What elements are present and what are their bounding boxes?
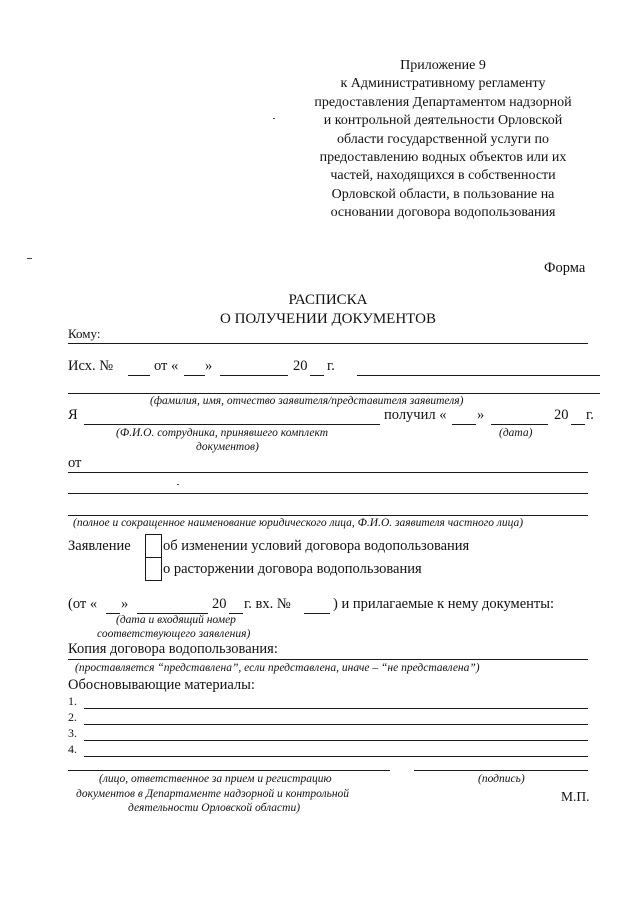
- received-year-prefix: 20: [554, 407, 569, 423]
- attached-quote-close: »: [121, 596, 129, 612]
- appendix-line: к Административному регламенту: [340, 76, 546, 92]
- employee-name-field[interactable]: [84, 424, 380, 425]
- appendix-line: предоставления Департаментом надзорной: [314, 94, 572, 110]
- applicant-hint: (фамилия, имя, отчество заявителя/представителя заявителя): [150, 395, 464, 407]
- statement-terminate-label: о расторжении договора водопользования: [163, 561, 422, 577]
- outgoing-from-label: от «: [154, 358, 179, 374]
- appendix-line: Приложение 9: [400, 58, 486, 73]
- responsible-hint-end: деятельности Орловской области): [128, 802, 301, 814]
- outgoing-day-field[interactable]: [184, 375, 205, 376]
- scan-speck: [273, 118, 275, 119]
- outgoing-quote-close: »: [205, 358, 213, 374]
- signature-line[interactable]: [414, 770, 588, 771]
- appendix-line: и контрольной деятельности Орловской: [323, 113, 563, 129]
- outgoing-extra-field[interactable]: [357, 375, 600, 376]
- attached-hint-cont: соответствующего заявления): [97, 628, 251, 640]
- outgoing-year-suffix: г.: [327, 358, 335, 374]
- attached-hint: (дата и входящий номер: [116, 614, 236, 626]
- entity-hint: (полное и сокращенное наименование юридического лица, Ф.И.О. заявителя частного лица): [73, 517, 524, 529]
- materials-item-line[interactable]: [84, 724, 588, 725]
- received-month-field[interactable]: [491, 424, 548, 425]
- attached-year-suffix: г. вх. №: [244, 596, 291, 612]
- employee-hint-cont: документов): [196, 441, 259, 453]
- received-day-field[interactable]: [452, 424, 476, 425]
- outgoing-month-field[interactable]: [220, 375, 288, 376]
- responsible-person-line[interactable]: [68, 770, 390, 771]
- scan-speck: [27, 258, 32, 259]
- entity-line-2[interactable]: [68, 493, 588, 494]
- materials-item-number: 2.: [68, 710, 77, 724]
- materials-label: Обосновывающие материалы:: [68, 677, 255, 693]
- statement-terminate-checkbox[interactable]: [145, 557, 162, 581]
- contract-copy-label: Копия договора водопользования:: [68, 641, 278, 657]
- attached-year-prefix: 20: [212, 596, 227, 612]
- statement-label: Заявление: [68, 538, 131, 554]
- outgoing-year-field[interactable]: [310, 375, 324, 376]
- attached-open: (от «: [68, 596, 98, 612]
- from-label: от: [68, 455, 82, 471]
- entity-line-3[interactable]: [68, 515, 588, 516]
- received-year-suffix: г.: [586, 407, 594, 423]
- responsible-hint: (лицо, ответственное за прием и регистрацию: [99, 773, 332, 785]
- materials-item-line[interactable]: [84, 740, 588, 741]
- scan-speck: [177, 484, 179, 485]
- appendix-line: области государственной услуги по: [336, 131, 549, 147]
- appendix-block: [298, 57, 588, 223]
- outgoing-number-label: Исх. №: [68, 358, 114, 374]
- page-title: РАСПИСКА: [288, 292, 368, 308]
- i-label: Я: [68, 407, 78, 423]
- materials-item-number: 3.: [68, 726, 77, 740]
- to-line[interactable]: [68, 343, 588, 344]
- received-year-field[interactable]: [571, 424, 585, 425]
- appendix-line: частей, находящихся в собственности: [330, 168, 556, 184]
- to-label: Кому:: [68, 326, 101, 341]
- statement-change-checkbox[interactable]: [145, 534, 162, 558]
- entity-line-1[interactable]: [68, 472, 588, 473]
- appendix-line: Орловской области, в пользование на: [331, 186, 555, 202]
- statement-change-label: об изменении условий договора водопользования: [163, 538, 470, 554]
- seal-label: М.П.: [561, 789, 590, 804]
- date-hint: (дата): [499, 427, 533, 439]
- form-label: Форма: [544, 260, 586, 276]
- attached-tail: ) и прилагаемые к нему документы:: [333, 596, 554, 612]
- materials-item-number: 1.: [68, 694, 77, 708]
- attached-incoming-number-field[interactable]: [304, 613, 330, 614]
- received-quote-close: »: [477, 407, 485, 423]
- materials-item-line[interactable]: [84, 708, 588, 709]
- employee-hint: (Ф.И.О. сотрудника, принявшего комплект: [116, 427, 329, 439]
- contract-copy-line[interactable]: [68, 659, 588, 660]
- outgoing-year-prefix: 20: [293, 358, 308, 374]
- received-label: получил «: [384, 407, 447, 423]
- page-subtitle: О ПОЛУЧЕНИИ ДОКУМЕНТОВ: [220, 311, 436, 327]
- appendix-line: основании договора водопользования: [330, 205, 556, 221]
- outgoing-number-field[interactable]: [128, 375, 150, 376]
- materials-item-number: 4.: [68, 742, 77, 756]
- appendix-line: предоставлению водных объектов или их: [319, 150, 567, 166]
- signature-hint: (подпись): [478, 773, 525, 785]
- contract-copy-hint: (проставляется “представлена”, если представлена, иначе – “не представлена”): [75, 662, 480, 674]
- materials-item-line[interactable]: [84, 756, 588, 757]
- applicant-line[interactable]: [68, 393, 600, 394]
- responsible-hint-cont: документов в Департаменте надзорной и контрольной: [76, 788, 350, 800]
